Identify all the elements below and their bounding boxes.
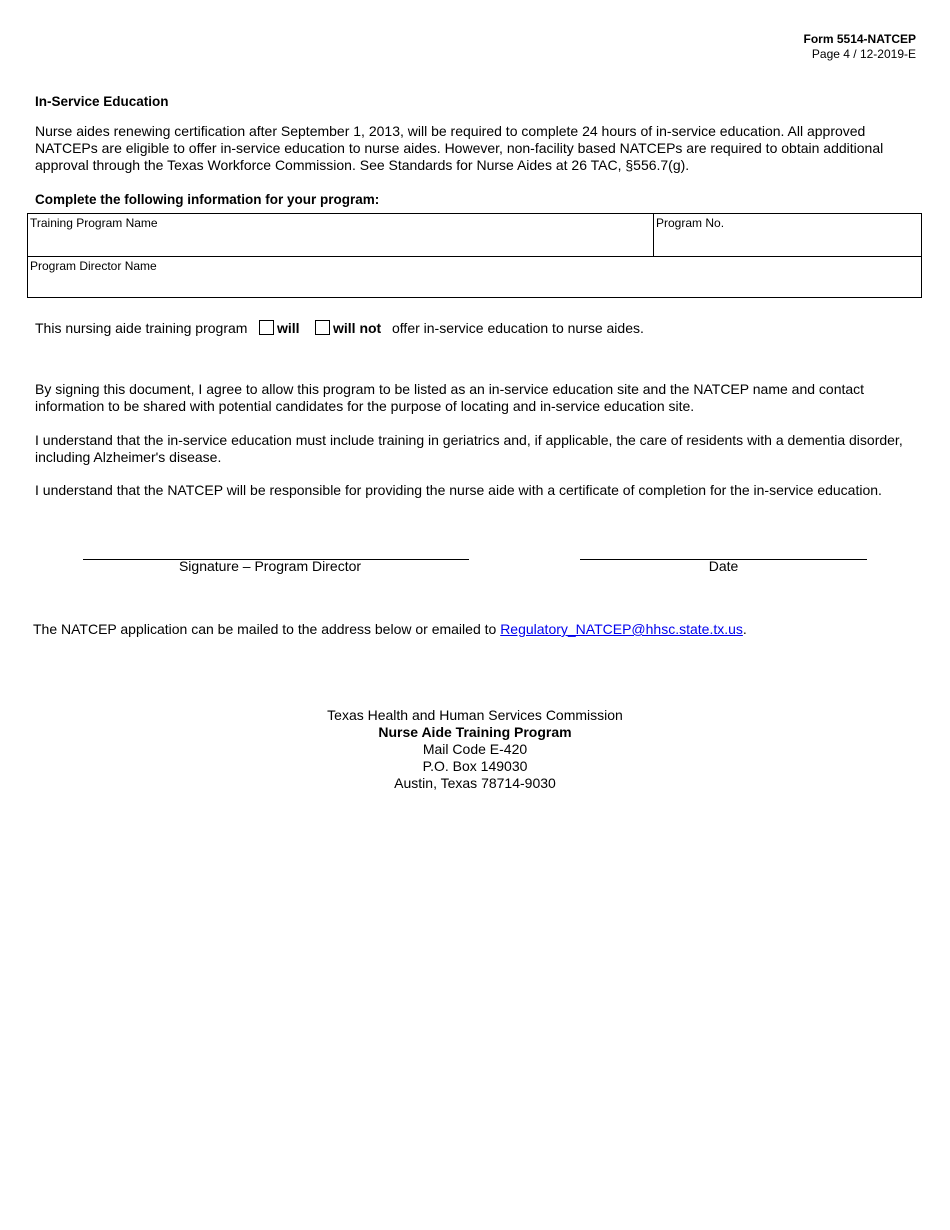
date-label: Date — [708, 558, 739, 574]
will-not-checkbox[interactable] — [315, 320, 330, 335]
address-line: Mail Code E-420 — [422, 741, 528, 757]
signature-label: Signature – Program Director — [178, 558, 362, 574]
form-number: Form 5514-NATCEP — [803, 32, 916, 46]
address-line: Nurse Aide Training Program — [378, 724, 572, 740]
mailing-instructions — [33, 621, 747, 637]
agreement-paragraph: I understand that the NATCEP will be responsible for providing the nurse aide with a certificate of completion for the in-service education. — [35, 482, 882, 498]
mailing-text-end: . — [742, 621, 747, 637]
address-line: Austin, Texas 78714-9030 — [394, 775, 556, 791]
training-program-name-field[interactable] — [28, 214, 654, 256]
program-director-name-field[interactable] — [28, 257, 921, 297]
address-line: Texas Health and Human Services Commission — [327, 707, 623, 723]
email-link[interactable]: Regulatory_NATCEP@hhsc.state.tx.us — [500, 621, 743, 637]
mailing-text: The NATCEP application can be mailed to the address below or emailed to — [33, 621, 501, 637]
program-director-name-label: Program Director Name — [30, 259, 157, 273]
offer-suffix: offer in-service education to nurse aides. — [392, 320, 644, 336]
agreement-paragraph: I understand that the in-service education must include training in geriatrics and, if applicable, the care of residents with a dementia disorder, including Alzheimer's disease. — [35, 432, 903, 465]
will-not-label: will not — [333, 320, 382, 336]
program-info-heading: Complete the following information for your program: — [35, 192, 380, 207]
program-no-label: Program No. — [656, 216, 725, 230]
address-line: P.O. Box 149030 — [422, 758, 528, 774]
agreement-paragraph: By signing this document, I agree to allow this program to be listed as an in-service education site and the NATCEP name and contact information to be shared with potential candidates for the purpose of locating and in-service education site. — [35, 381, 865, 414]
offer-choice-line — [35, 319, 915, 339]
intro-paragraph: Nurse aides renewing certification after September 1, 2013, will be required to complete 24 hours of in-service education. All approved NATCEPs are eligible to offer in-service education to nurse aides. However, non-facility based NATCEPs are required to obtain additional approval through the Texas Workforce Commission. See Standards for Nurse Aides at 26 TAC, §556.7(g). — [35, 123, 884, 173]
section-title: In-Service Education — [35, 94, 169, 109]
page-info: Page 4 / 12-2019-E — [811, 47, 916, 61]
will-checkbox[interactable] — [259, 320, 274, 335]
program-info-table — [27, 213, 922, 298]
offer-prefix: This nursing aide training program — [35, 320, 248, 336]
training-program-name-label: Training Program Name — [30, 216, 158, 230]
program-no-field[interactable] — [654, 214, 921, 256]
will-label: will — [277, 320, 300, 336]
mailing-address — [0, 707, 950, 792]
